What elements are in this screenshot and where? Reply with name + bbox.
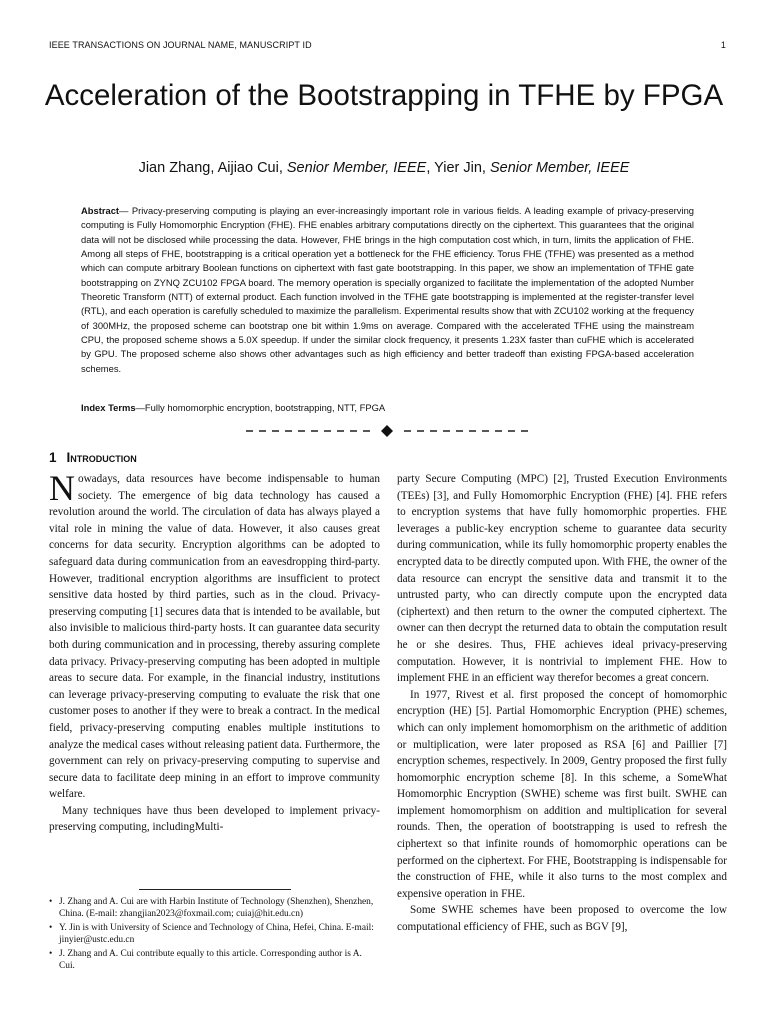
- footnotes: [49, 896, 380, 973]
- author-names-2: , Yier Jin,: [426, 160, 490, 176]
- dropcap-letter: N: [49, 468, 75, 508]
- divider-diamond-icon: [381, 425, 393, 437]
- index-terms-label: Index Terms: [81, 402, 136, 413]
- paragraph-1: [49, 468, 380, 803]
- footnote-item: [49, 896, 380, 921]
- section-divider: [0, 421, 768, 441]
- author-affiliation-1: Senior Member, IEEE: [286, 160, 427, 176]
- journal-name: IEEE TRANSACTIONS ON JOURNAL NAME, MANUSCRIPT ID: [49, 40, 312, 50]
- footnote-item: [49, 922, 380, 947]
- index-terms: [81, 401, 694, 415]
- paragraph-3: In 1977, Rivest et al. first proposed the concept of homomorphic encryption (HE) [5]. Partial Homomorphic Encryption (PHE) schemes, which can only implement homomorphism on the arithmetic of addition or multiplication, were later proposed as RSA [6] and Paillier [7] encryption schemes, respectively. In 2009, Gentry proposed the first fully homomorphic encryption scheme [8]. In this scheme, a SomeWhat Homomorphic Encryption (SWHE) scheme was first built. SWHE can implement homomorphism on addition and multiplication for several rounds. Then, the operation of bootstrapping is used to refresh the ciphertext so that infinite rounds of homomorphic operations can be performed on the ciphertext. For FHE, Bootstrapping is indispensable for the construction of FHE, while it also turns to the most complex and expensive operation in FHE.: [397, 688, 727, 900]
- index-terms-text: —Fully homomorphic encryption, bootstrapping, NTT, FPGA: [135, 402, 386, 413]
- paragraph-4: Some SWHE schemes have been proposed to overcome the low computational efficiency of FHE, such as BGV [9],: [397, 904, 727, 934]
- section-heading: [49, 450, 137, 465]
- section-number: 1: [49, 450, 57, 465]
- author-line: [40, 160, 728, 176]
- section-title: Introduction: [66, 450, 137, 465]
- right-column: [397, 471, 727, 936]
- paper-title: Acceleration of the Bootstrapping in TFHE by FPGA: [44, 79, 724, 112]
- paragraph-2: Many techniques have thus been developed to implement privacy-preserving computing, includingMulti-: [49, 804, 380, 834]
- footnote-text: J. Zhang and A. Cui are with Harbin Institute of Technology (Shenzhen), Shenzhen, China. (E-mail: zhangjian2023@foxmail.com; cuiaj@hit.edu.cn): [59, 897, 374, 920]
- author-affiliation-2: Senior Member, IEEE: [489, 160, 630, 176]
- paragraph-1-text: owadays, data resources have become indispensable to human society. The emergence of big data technology has caused a revolution around the world. The circulation of data has always played a vital role in mining the value of data. However, it also causes great concerns for data security. Encryption algorithms can be adopted to safeguard data during communication from an eavesdropping third-party. However, traditional encryption algorithms are insufficient to protect sensitive data hosted by third parties, such as in the cloud. Privacy-preserving computing [1] secures data that is intended to be available, but also invisible to malicious third-party hosts. It can guarantee data security both during communication and in processing, thereby assuring complete data privacy. Privacy-preserving computing has been adopted in multiple areas to secure data. For example, in the financial industry, institutions can leverage privacy-preserving computing to evaluate the risk that one customer poses to another if they were to break a contract. In the medical field, privacy-preserving computing enables multiple institutions to analyze the medical cases without releasing patient data. Furthermore, the government can rely on privacy-preserving computing to supervise and secure data to facilitate deep mining in an effort to improve community welfare.: [49, 473, 380, 801]
- bullet-icon: •: [49, 922, 53, 933]
- abstract-text: — Privacy-preserving computing is playing an ever-increasingly important role in various fields. A leading example of privacy-preserving computing is Fully Homomorphic Encryption (FHE). FHE enables arbitrary computations directly on the ciphertext. This guarantees that the original data will not be disclosed while processing the data. However, FHE brings in the high computation cost which, in turn, limits the application of FHE. Among all steps of FHE, bootstrapping is a critical operation yet a bottleneck for the FHE efficiency. Torus FHE (TFHE) was presented as a method which can compute arbitrary Boolean functions on ciphertext with fast gate bootstrapping. In this paper, we show an implementation of TFHE gate bootstrapping on ZYNQ ZCU102 FPGA board. The memory operation is specially organized to facilitate the implementation of the adopted Number Theoretic Transform (NTT) of external product. Each function involved in the TFHE gate bootstrapping is implemented at the register-transfer level (RTL), and each operation is carefully scheduled to maximize the parallelism. Experimental results show that with ZCU102 working at the frequency of 300MHz, the proposed scheme can bootstrap one bit within 1.9ms on average. Compared with the accelerated TFHE using the mainstream CPU, the proposed scheme shows a 5.0X speedup. If under the similar clock frequency, it presents 1.23X faster than cuFHE which is accelerated by GPU. The proposed scheme also shows other advantages such as high efficiency and better tradeoff than existing FPGA-based acceleration schemes.: [81, 205, 694, 374]
- footnote-item: [49, 948, 380, 973]
- running-header: [49, 40, 726, 54]
- bullet-icon: •: [49, 897, 53, 907]
- author-names-1: Jian Zhang, Aijiao Cui,: [138, 160, 287, 176]
- footnote-rule: [139, 889, 291, 890]
- abstract: [81, 204, 694, 376]
- left-column: [49, 468, 380, 836]
- footnote-text: J. Zhang and A. Cui contribute equally to this article. Corresponding author is A. Cui.: [59, 948, 362, 972]
- bullet-icon: •: [49, 948, 53, 959]
- footnote-text: Y. Jin is with University of Science and Technology of China, Hefei, China. E-mail: jinyier@ustc.edu.cn: [59, 922, 374, 946]
- paragraph-2-continued: party Secure Computing (MPC) [2], Trusted Execution Environments (TEEs) [3], and Fully Homomorphic Encryption (FHE) [4]. FHE refers to encryption systems that have fully homomorphic properties. FHE leverages a public-key encryption scheme to guarantee data security during communication, while its fully homomorphic property enables the encrypted data to be directly computed upon. With FHE, the owner of the data resource can encrypt the sensitive data and transmit it to the untrusted party, who can directly compute upon the encrypted data (ciphertext) and then return to the owner the computed ciphertext. The owner can then decrypt the returned data to obtain the computation result he or she desires. Thus, FHE achieves ideal privacy-preserving computation. However, it is nontrivial to implement FHE. How to implement FHE in an efficient way therefor becomes a great concern.: [397, 473, 727, 685]
- page-number: 1: [720, 40, 726, 50]
- abstract-label: Abstract: [81, 205, 120, 216]
